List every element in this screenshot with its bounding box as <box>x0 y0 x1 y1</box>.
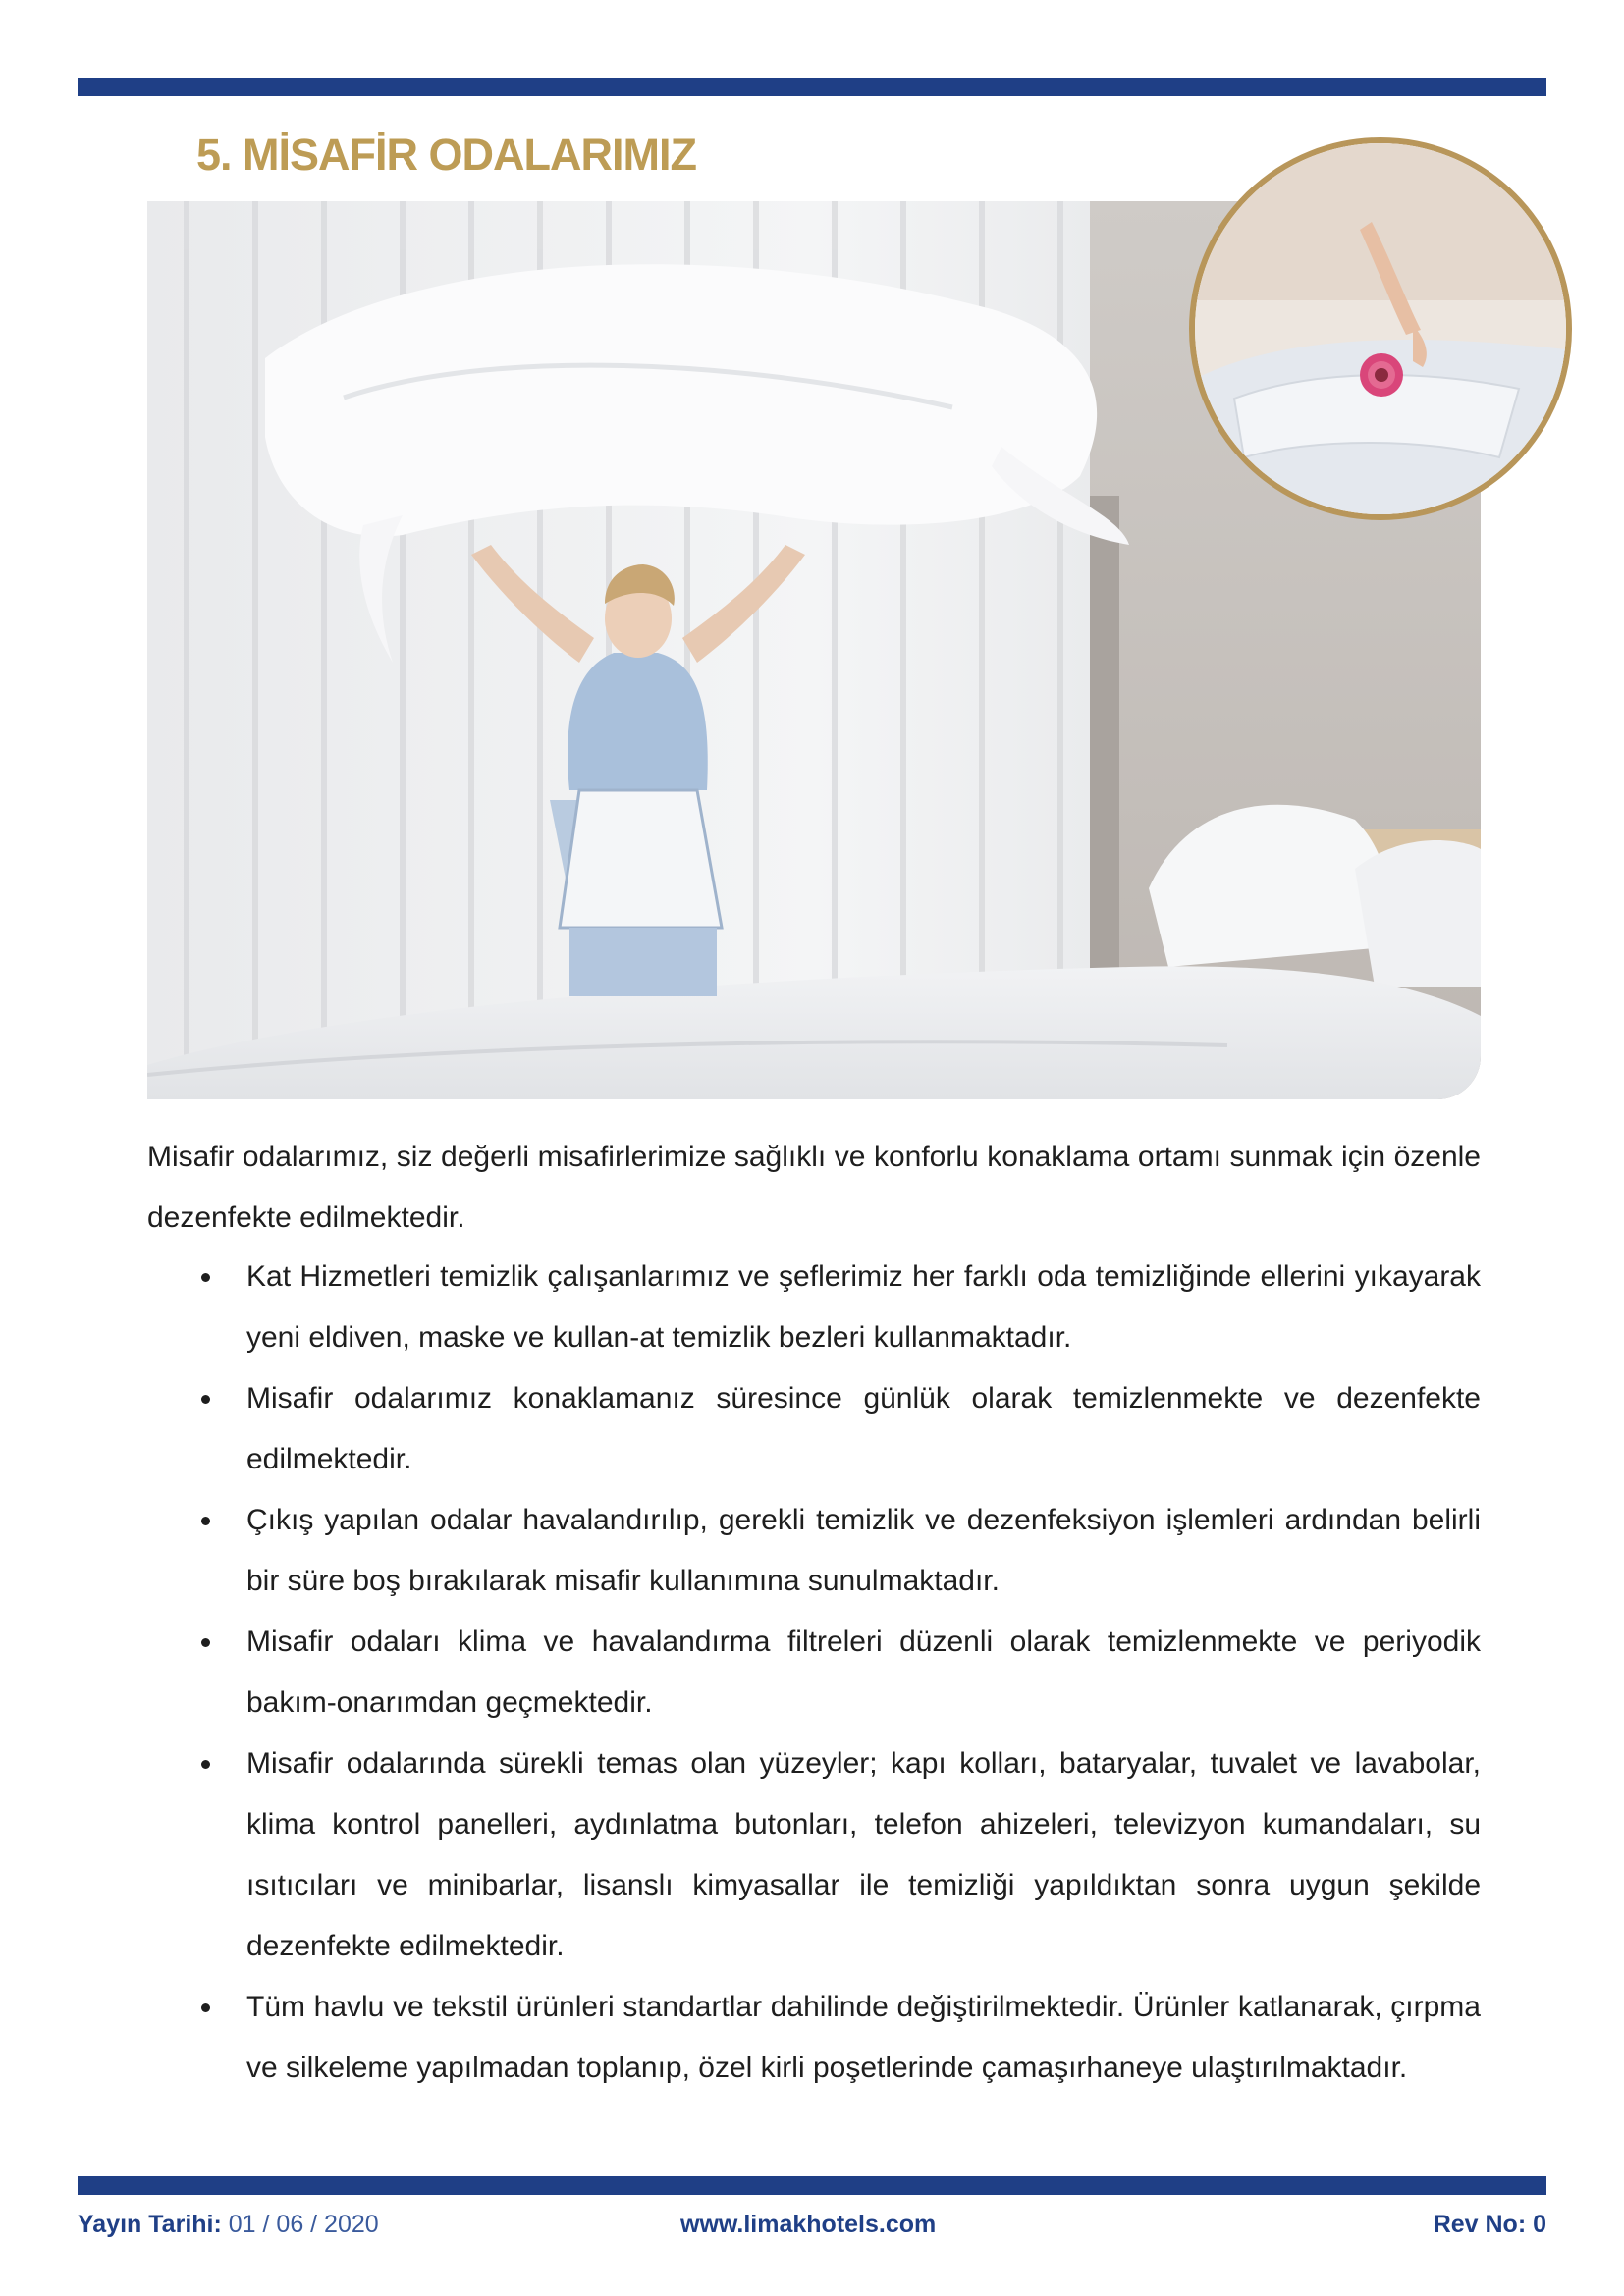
intro-paragraph: Misafir odalarımız, siz değerli misafirlerimize sağlıklı ve konforlu konaklama ortamı sunmak için özenle dezenfekte edilmektedir. <box>147 1141 1481 1234</box>
bullet-icon <box>201 2003 210 2012</box>
footer-divider-bar <box>78 2176 1546 2195</box>
list-item <box>147 1490 1481 1612</box>
list-item <box>147 1977 1481 2099</box>
bullet-icon <box>201 1517 210 1525</box>
bullet-icon <box>201 1638 210 1647</box>
bullet-icon <box>201 1760 210 1769</box>
list-item-text: Misafir odaları klima ve havalandırma filtreleri düzenli olarak temizlenmekte ve periyodik bakım-onarımdan geçmektedir. <box>246 1626 1481 1719</box>
list-item <box>147 1247 1481 1368</box>
section-title: 5. MİSAFİR ODALARIMIZ <box>196 130 696 180</box>
list-item-text: Misafir odalarında sürekli temas olan yüzeyler; kapı kolları, bataryalar, tuvalet ve lavabolar, klima kontrol panelleri, aydınlatma butonları, telefon ahizeleri, televizyon kumandaları, su ısıtıcıları ve minibarlar, lisanslı kimyasallar ile temizliği yapıldıktan sonra uygun şekilde dezenfekte edilmektedir. <box>246 1747 1481 1962</box>
list-item-text: Kat Hizmetleri temizlik çalışanlarımız ve şeflerimiz her farklı oda temizliğinde ellerini yıkayarak yeni eldiven, maske ve kullan-at temizlik bezleri kullanmaktadır. <box>246 1260 1481 1354</box>
publication-date-label: Yayın Tarihi: <box>78 2211 222 2238</box>
list-item-text: Çıkış yapılan odalar havalandırılıp, gerekli temizlik ve dezenfeksiyon işlemleri ardından belirli bir süre boş bırakılarak misafir kullanımına sunulmaktadır. <box>246 1504 1481 1597</box>
list-item-text: Tüm havlu ve tekstil ürünleri standartlar dahilinde değiştirilmektedir. Ürünler katlanarak, çırpma ve silkeleme yapılmadan toplanıp, özel kirli poşetlerinde çamaşırhaneye ulaştırılmaktadır. <box>246 1991 1481 2084</box>
list-item <box>147 1734 1481 1977</box>
flower-on-folded-towel-photo <box>1189 137 1572 520</box>
bullet-icon <box>201 1395 210 1404</box>
measures-list <box>147 1247 1481 2099</box>
bullet-icon <box>201 1273 210 1282</box>
publication-date <box>78 2211 379 2239</box>
website-link[interactable]: www.limakhotels.com <box>680 2211 937 2238</box>
header-divider-bar <box>78 78 1546 96</box>
revision-number: Rev No: 0 <box>1433 2211 1546 2238</box>
list-item <box>147 1368 1481 1490</box>
list-item-text: Misafir odalarımız konaklamanız süresince günlük olarak temizlenmekte ve dezenfekte edilmektedir. <box>246 1382 1481 1475</box>
publication-date-value: 01 / 06 / 2020 <box>228 2211 379 2238</box>
list-item <box>147 1612 1481 1734</box>
